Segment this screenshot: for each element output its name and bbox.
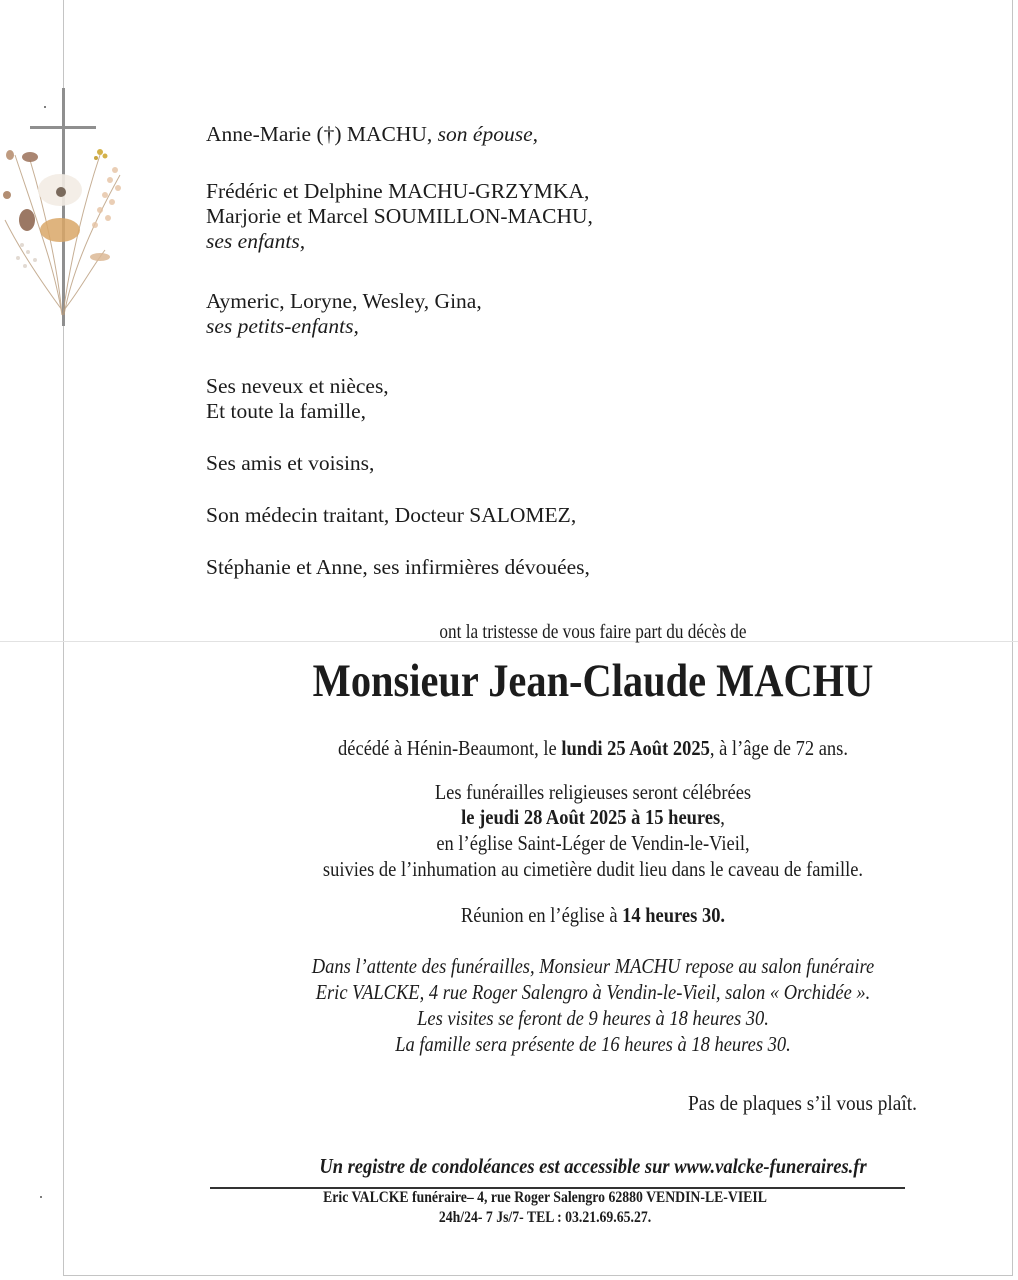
no-plaques-note: Pas de plaques s’il vous plaît. [688, 1091, 917, 1115]
funeral-date-suffix: , [720, 805, 725, 829]
flower-bouquet-icon [0, 140, 140, 320]
funeral-line-1: Les funérailles religieuses seront célébrées [434, 780, 752, 804]
funeral-date-line [155, 805, 1018, 829]
footer-contact: 24h/24- 7 Js/7- TEL : 03.21.69.65.27. [438, 1209, 652, 1226]
scan-speck [44, 106, 46, 108]
condolences-link[interactable]: www.valcke-funeraires.fr [674, 1154, 867, 1178]
meeting-line [155, 903, 1018, 927]
death-date: lundi 25 Août 2025 [561, 736, 710, 760]
condolences-line [155, 1154, 1018, 1178]
visitation-line-3: Les visites se feront de 9 heures à 18 heures 30. [417, 1006, 769, 1030]
spouse-line [206, 122, 538, 146]
condolences-text: Un registre de condoléances est accessible sur [319, 1154, 675, 1178]
extended-family-line-1: Ses neveux et nièces, [206, 374, 389, 398]
spouse-name: Anne-Marie (†) MACHU, [206, 122, 433, 146]
children-line-1: Frédéric et Delphine MACHU-GRZYMKA, [206, 179, 590, 203]
meeting-prefix: Réunion en l’église à [460, 903, 623, 927]
scan-speck [40, 1196, 42, 1198]
visitation-line-4: La famille sera présente de 16 heures à 18 heures 30. [395, 1032, 791, 1056]
spouse-relation: son épouse, [437, 122, 538, 146]
funeral-date-time: le jeudi 28 Août 2025 à 15 heures [461, 805, 721, 829]
meeting-time: 14 heures 30. [622, 903, 726, 927]
funeral-church: en l’église Saint-Léger de Vendin-le-Vieil, [436, 831, 750, 855]
grandchildren-names: Aymeric, Loryne, Wesley, Gina, [206, 289, 482, 313]
extended-family-line-2: Et toute la famille, [206, 399, 367, 423]
footer-address: Eric VALCKE funéraire– 4, rue Roger Salengro 62880 VENDIN-LE-VIEIL [323, 1189, 767, 1206]
death-line [155, 736, 1018, 760]
announcement-intro: ont la tristesse de vous faire part du décès de [439, 621, 747, 643]
children-line-2: Marjorie et Marcel SOUMILLON-MACHU, [206, 204, 593, 228]
visitation-line-1: Dans l’attente des funérailles, Monsieur MACHU repose au salon funéraire [311, 954, 875, 978]
deceased-name: Monsieur Jean-Claude MACHU [312, 655, 874, 707]
children-relation: ses enfants, [206, 229, 306, 253]
doctor-line: Son médecin traitant, Docteur SALOMEZ, [206, 503, 577, 527]
friends-line: Ses amis et voisins, [206, 451, 375, 475]
death-age: , à l’âge de 72 ans. [709, 736, 848, 760]
nurses-line: Stéphanie et Anne, ses infirmières dévouées, [206, 555, 590, 579]
cross-horizontal-bar [30, 126, 96, 129]
funeral-burial: suivies de l’inhumation au cimetière dudit lieu dans le caveau de famille. [322, 857, 864, 881]
death-place: décédé à Hénin-Beaumont, le [338, 736, 562, 760]
grandchildren-relation: ses petits-enfants, [206, 314, 359, 338]
visitation-line-2: Eric VALCKE, 4 rue Roger Salengro à Vendin-le-Vieil, salon « Orchidée ». [315, 980, 871, 1004]
